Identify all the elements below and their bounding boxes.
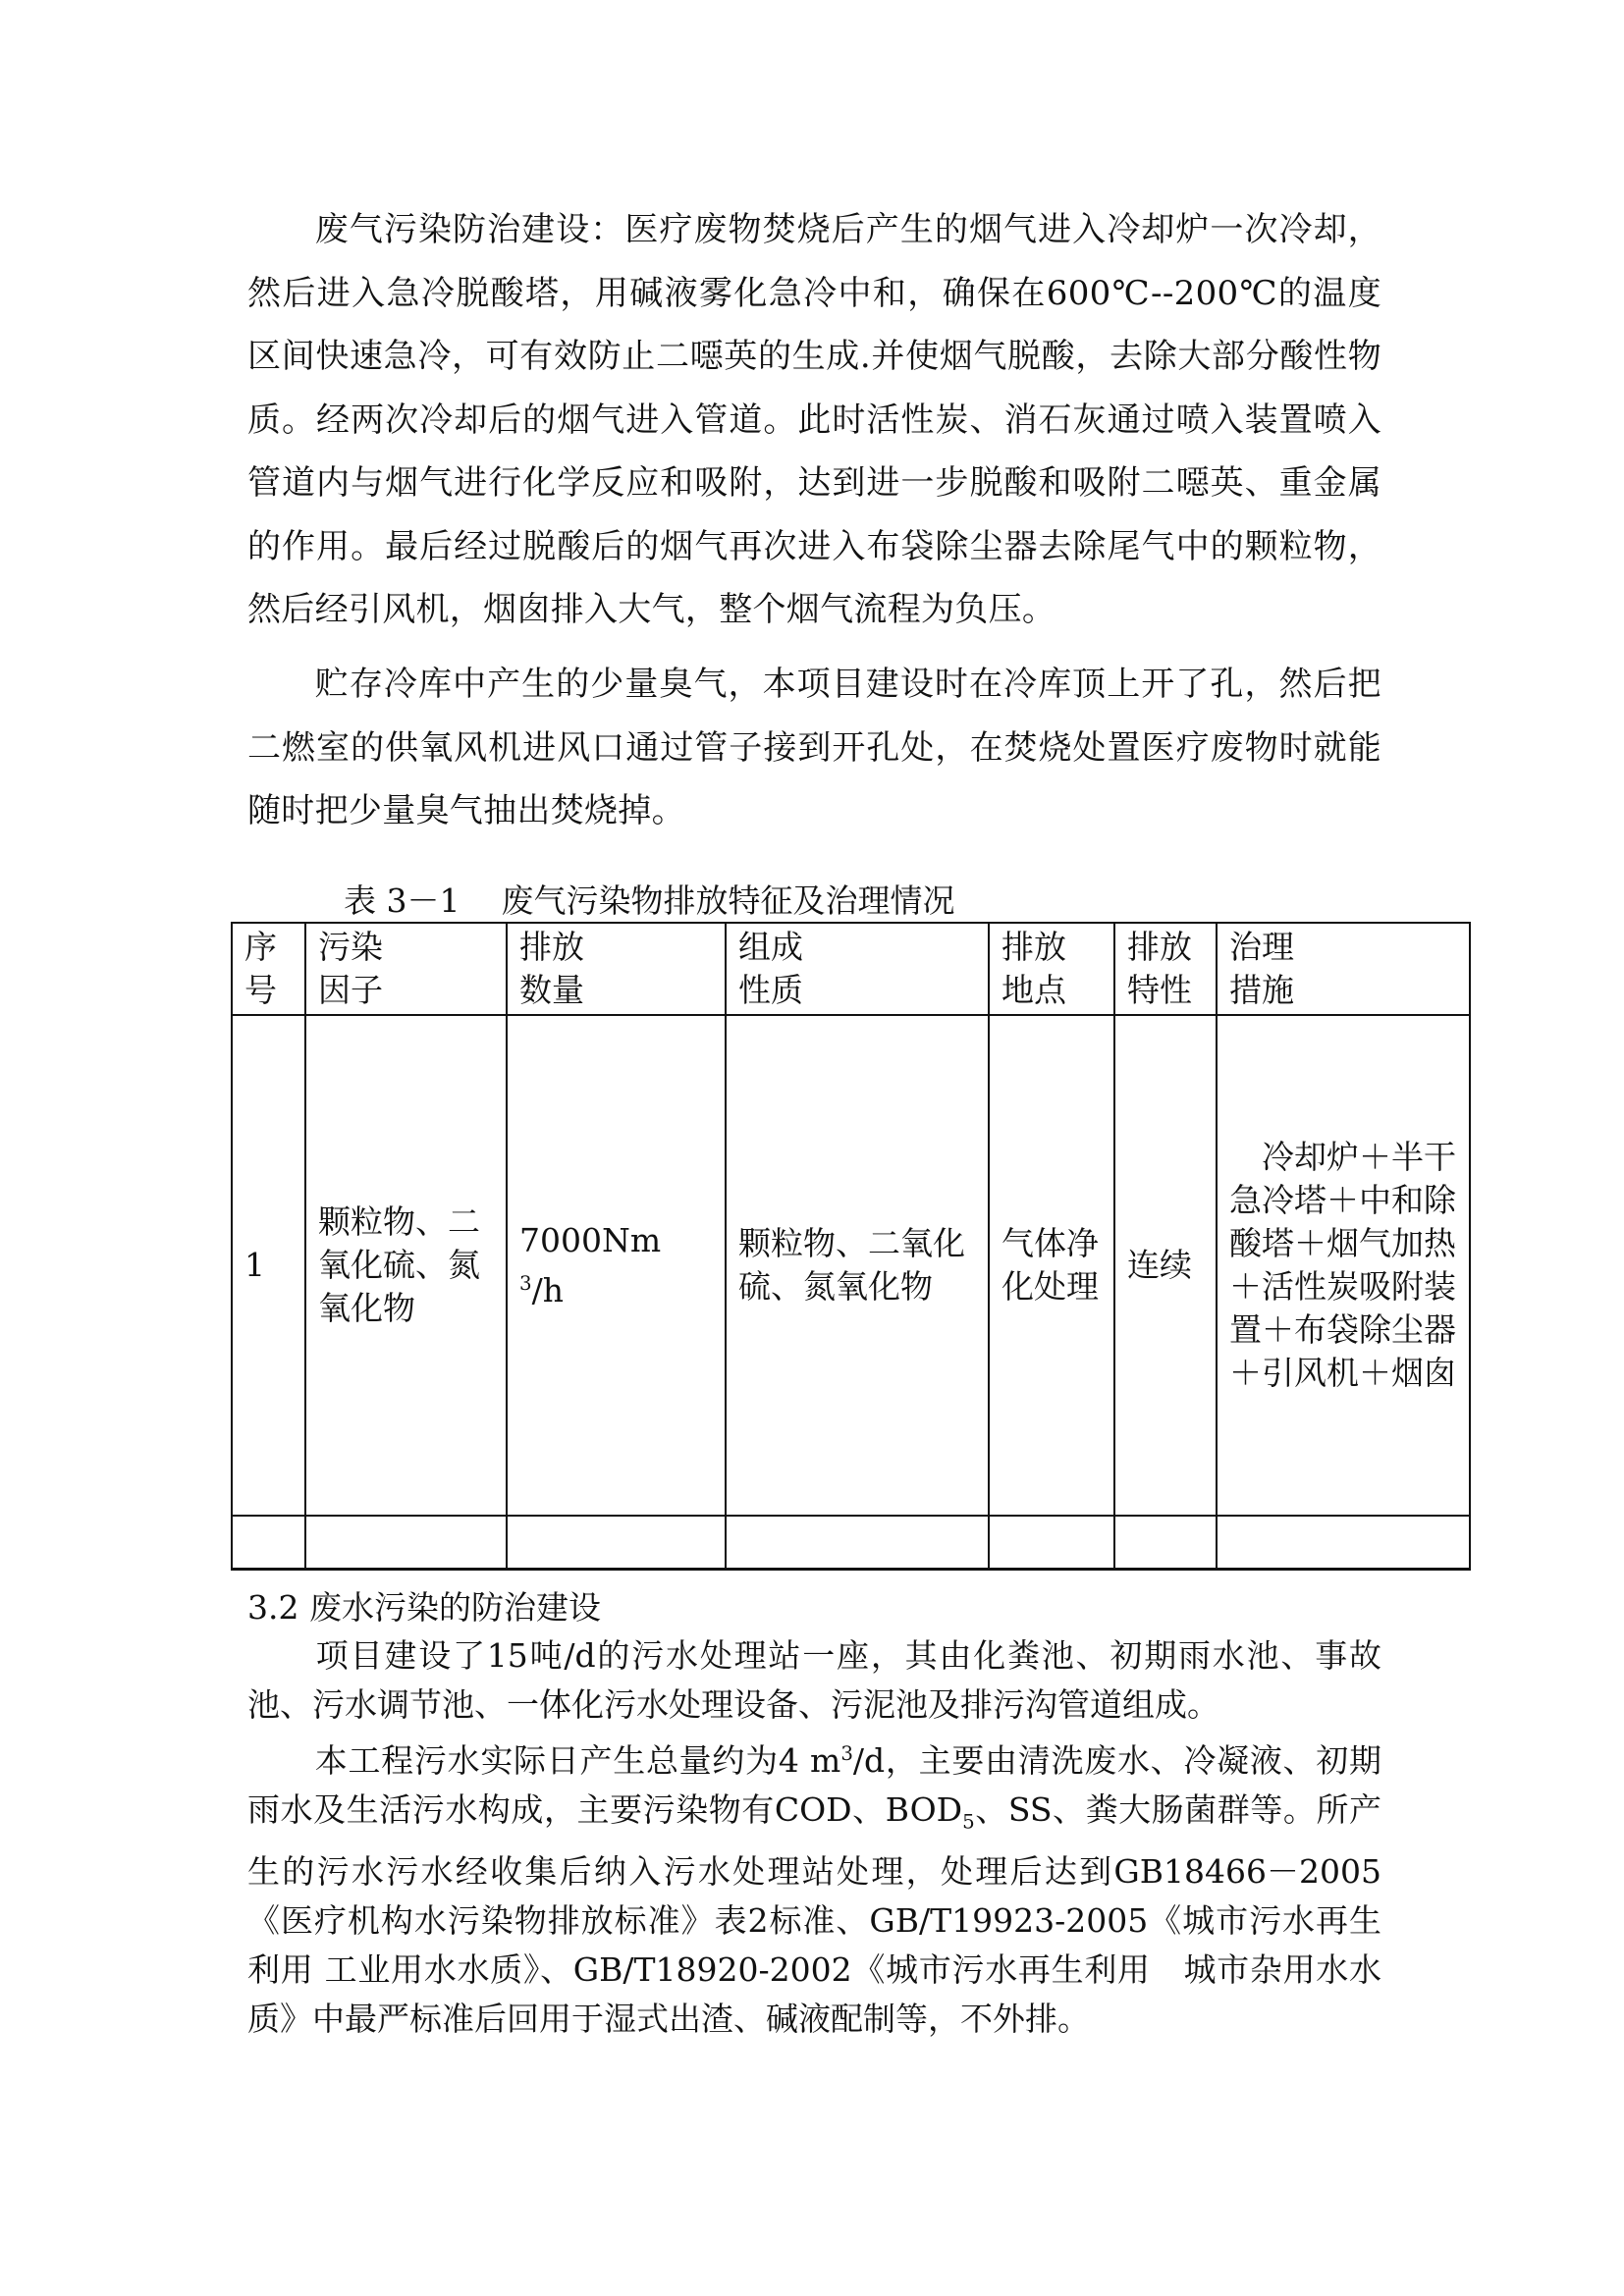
cell-amount: 7000Nm $^3$/h bbox=[507, 1015, 726, 1516]
paragraph-waste-gas bbox=[247, 198, 1381, 642]
cell-nature: 颗粒物、二氧化硫、氮氧化物 bbox=[726, 1015, 989, 1516]
paragraph-waste-gas-text: 废气污染防治建设：医疗废物焚烧后产生的烟气进入冷却炉一次冷却，然后进入急冷脱酸塔，用碱液雾化急冷中和，确保在600℃--200℃的温度区间快速急冷，可有效防止二噁英的生成.并使烟气脱酸，去除大部分酸性物质。经两次冷却后的烟气进入管道。此时活性炭、消石灰通过喷入装置喷入管道内与烟气进行化学反应和吸附，达到进一步脱酸和吸附二噁英、重金属的作用。最后经过脱酸后的烟气再次进入布袋除尘器去除尾气中的颗粒物，然后经引风机，烟囱排入大气，整个烟气流程为负压。 bbox=[247, 210, 1381, 629]
header-nature: 组成 性质 bbox=[726, 923, 989, 1015]
section-heading: 3.2 废水污染的防治建设 bbox=[247, 1588, 601, 1627]
emission-table bbox=[231, 922, 1471, 1571]
header-num: 序 号 bbox=[232, 923, 305, 1015]
cell-location: 气体净化处理 bbox=[989, 1015, 1114, 1516]
cell-num: 1 bbox=[232, 1015, 305, 1516]
header-amount: 排放 数量 bbox=[507, 923, 726, 1015]
paragraph-wastewater-volume: 本工程污水实际日产生总量约为4 $m^3/d$，主要由清洗废水、冷凝液、初期雨水及生活污水构成，主要污染物有COD、$BOD_5$、SS、粪大肠菌群等。所产生的污水污水经收集后纳入污水处理站处理，处理后达到GB18466－2005《医疗机构水污染物排放标准》表2标准、GB/T19923-2005《城市污水再生利用 工业用水水质》、GB/T18920-2002《城市污水再生利用 城市杂用水水质》中最严标准后回用于湿式出渣、碱液配制等，不外排。 bbox=[247, 1741, 1382, 2038]
paragraph-wastewater-station-text: 项目建设了15吨/d的污水处理站一座，其由化粪池、初期雨水池、事故池、污水调节池、一体化污水处理设备、污泥池及排污沟管道组成。 bbox=[247, 1636, 1381, 1724]
header-location: 排放 地点 bbox=[989, 923, 1114, 1015]
header-character: 排放 特性 bbox=[1114, 923, 1217, 1015]
cell-treatment: 冷却炉＋半干急冷塔＋中和除酸塔＋烟气加热＋活性炭吸附装置＋布袋除尘器＋引风机＋烟囱 bbox=[1217, 1015, 1470, 1516]
paragraph-odor bbox=[247, 653, 1381, 843]
paragraph-odor-text: 贮存冷库中产生的少量臭气，本项目建设时在冷库顶上开了孔，然后把二燃室的供氧风机进风口通过管子接到开孔处，在焚烧处置医疗废物时就能随时把少量臭气抽出焚烧掉。 bbox=[247, 665, 1381, 830]
header-treatment: 治理 措施 bbox=[1217, 923, 1470, 1015]
table-caption: 表 3－1 废气污染物排放特征及治理情况 bbox=[344, 881, 955, 920]
table-row bbox=[232, 1015, 1470, 1516]
cell-character: 连续 bbox=[1114, 1015, 1217, 1516]
paragraph-wastewater-station bbox=[247, 1631, 1381, 1730]
header-factor: 污染 因子 bbox=[305, 923, 507, 1015]
cell-factor: 颗粒物、二氧化硫、氮氧化物 bbox=[305, 1015, 507, 1516]
table-row-empty bbox=[232, 1516, 1470, 1570]
table-header-row bbox=[232, 923, 1470, 1015]
